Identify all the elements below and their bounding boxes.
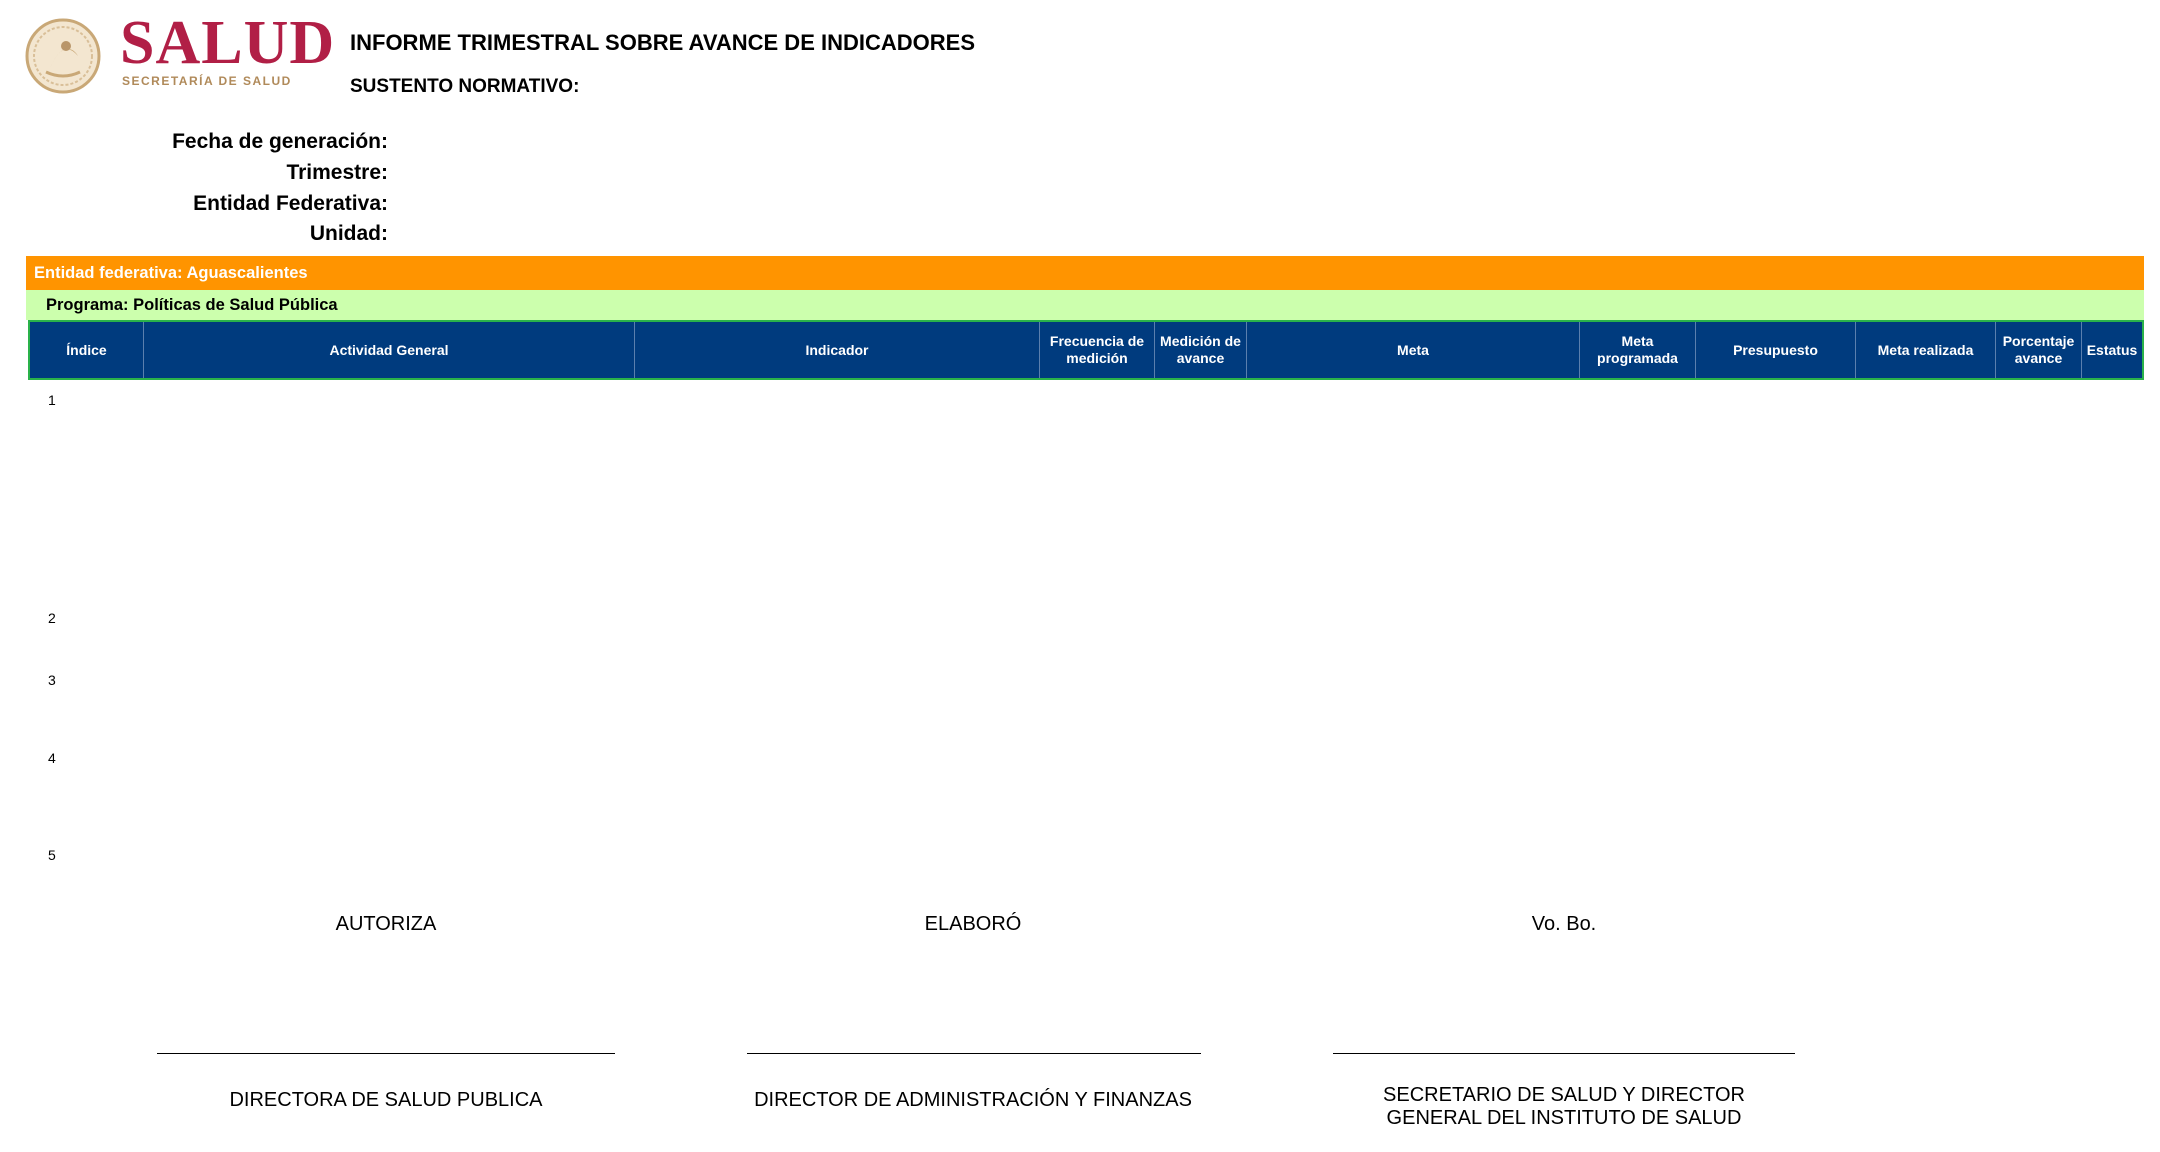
signature-heading-vobo: Vo. Bo.: [1531, 913, 1597, 935]
column-header-frecuencia-medicion: Frecuencia de medición: [1040, 322, 1155, 378]
coat-of-arms-seal-icon: [20, 16, 106, 94]
column-header-medicion-avance: Medición de avance: [1155, 322, 1247, 378]
signature-heading-elaboro: ELABORÓ: [924, 913, 1022, 935]
brand-logo-text: SALUD: [120, 9, 336, 77]
sustento-normativo-label: SUSTENTO NORMATIVO:: [350, 76, 580, 97]
signature-line: [1333, 1053, 1795, 1054]
table-row-index: 4: [48, 750, 56, 766]
table-header: [28, 320, 2144, 380]
column-header-meta: Meta: [1247, 322, 1580, 378]
signature-line: [747, 1053, 1201, 1054]
signature-heading-autoriza: AUTORIZA: [335, 913, 437, 935]
trimestre-label: Trimestre:: [286, 161, 388, 184]
column-header-porcentaje-avance: Porcentaje avance: [1996, 322, 2082, 378]
report-title: INFORME TRIMESTRAL SOBRE AVANCE DE INDICADORES: [350, 30, 975, 55]
table-row-index: 2: [48, 610, 56, 626]
signature-name-secretario-salud: SECRETARIO DE SALUD Y DIRECTOR GENERAL DEL INSTITUTO DE SALUD: [1383, 1084, 1745, 1129]
signature-line: [157, 1053, 615, 1054]
column-header-presupuesto: Presupuesto: [1696, 322, 1856, 378]
brand-subtitle: SECRETARÍA DE SALUD: [122, 74, 292, 88]
signature-name-directora-salud-publica: DIRECTORA DE SALUD PUBLICA: [229, 1089, 543, 1111]
column-header-meta-realizada: Meta realizada: [1856, 322, 1996, 378]
fecha-generacion-label: Fecha de generación:: [172, 130, 388, 153]
column-header-actividad-general: Actividad General: [144, 322, 635, 378]
programa-bar: Programa: Políticas de Salud Pública: [26, 290, 2144, 320]
entidad-federativa-bar: Entidad federativa: Aguascalientes: [26, 256, 2144, 290]
column-header-indicador: Indicador: [635, 322, 1040, 378]
entidad-federativa-label: Entidad Federativa:: [193, 192, 388, 215]
column-header-estatus: Estatus: [2086, 341, 2138, 358]
table-row-index: 1: [48, 392, 56, 408]
table-row-index: 3: [48, 672, 56, 688]
table-row-index: 5: [48, 847, 56, 863]
unidad-label: Unidad:: [309, 222, 388, 245]
signature-name-director-administracion: DIRECTOR DE ADMINISTRACIÓN Y FINANZAS: [754, 1089, 1192, 1111]
column-header-meta-programada: Meta programada: [1580, 322, 1696, 378]
column-header-indice: Índice: [30, 322, 144, 378]
